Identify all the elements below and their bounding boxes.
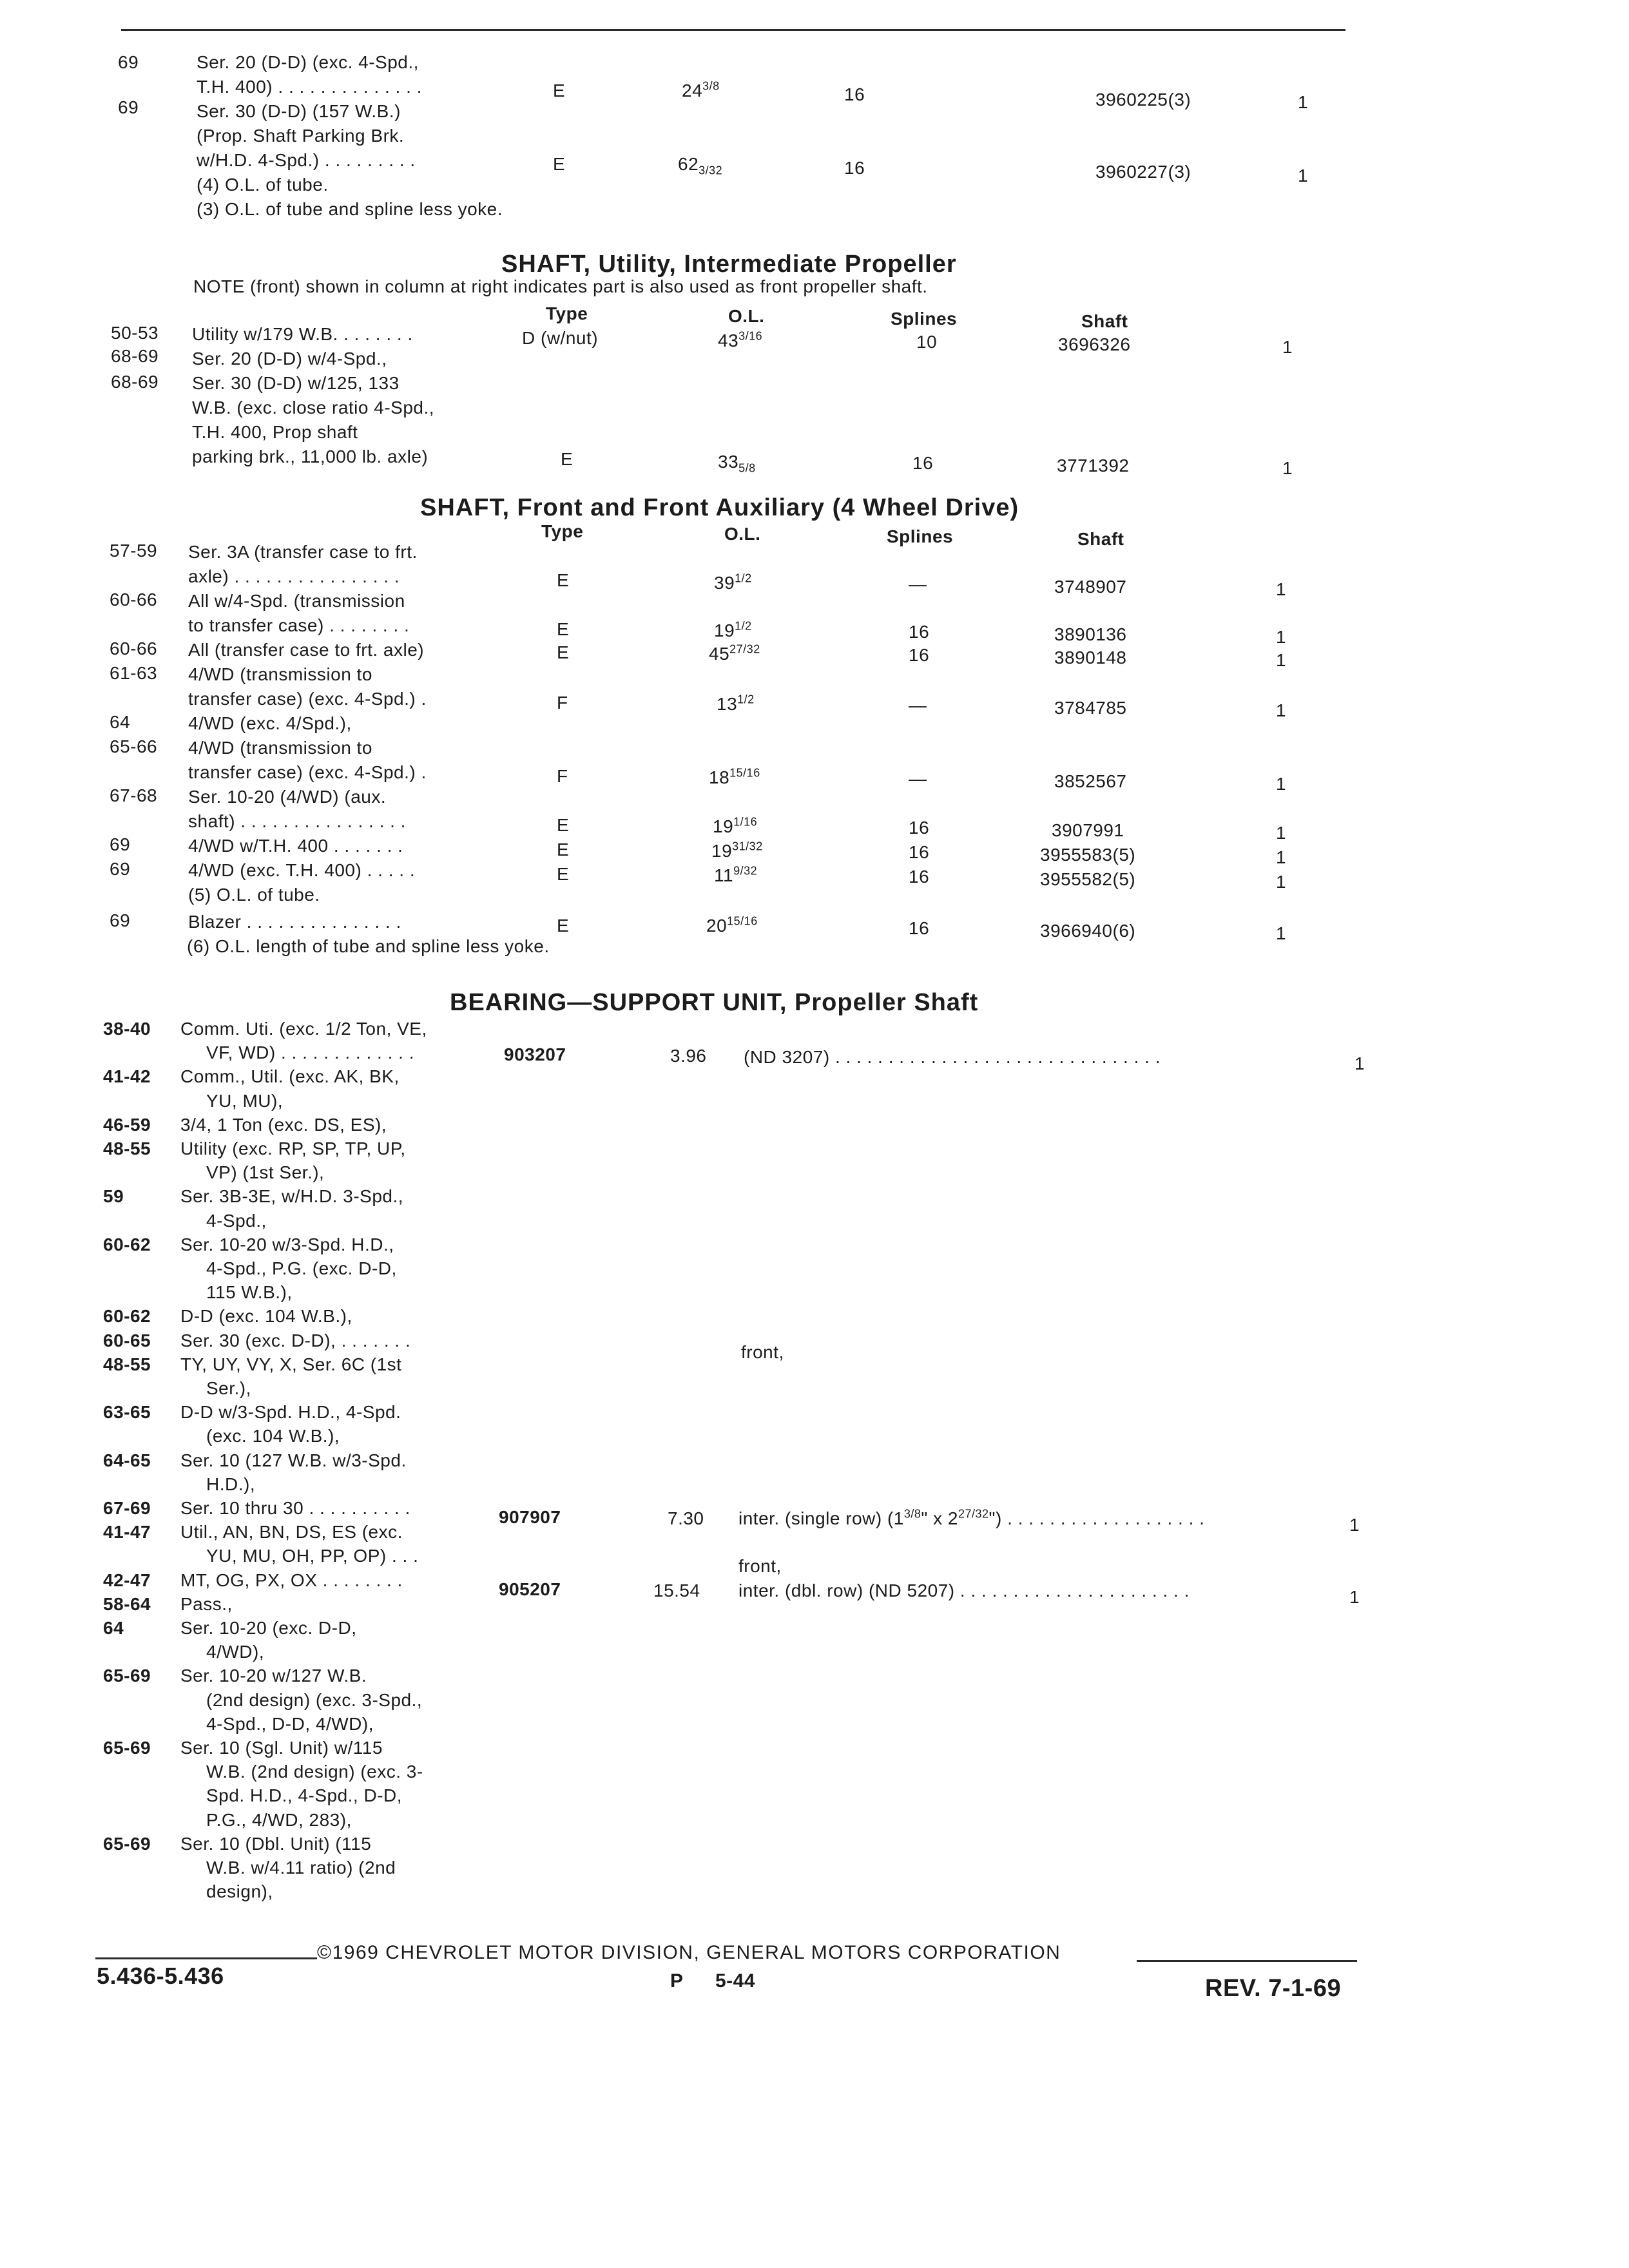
year: 60-62 bbox=[103, 1306, 151, 1327]
overall-length: $39^{1/2}$ bbox=[714, 572, 752, 593]
description: 4/WD (transmission to bbox=[188, 664, 372, 684]
overall-length: $19^{1/16}$ bbox=[713, 815, 758, 836]
footnote: (4) O.L. of tube. bbox=[197, 175, 329, 195]
column-header-splines: Splines bbox=[891, 309, 958, 329]
year: 50-53 bbox=[111, 323, 159, 343]
application-description: VF, WD) . . . . . . . . . . . . . bbox=[206, 1043, 414, 1063]
shaft-part-number: 3955583(5) bbox=[1040, 845, 1136, 865]
section-heading: SHAFT, Front and Front Auxiliary (4 Wheel Drive) bbox=[420, 494, 1019, 521]
application-description: (2nd design) (exc. 3-Spd., bbox=[206, 1689, 423, 1710]
type: E bbox=[553, 154, 566, 174]
column-header-splines: Splines bbox=[887, 526, 954, 546]
quantity: 1 bbox=[1276, 847, 1287, 867]
shaft-part-number: 3966940(6) bbox=[1040, 921, 1136, 941]
footer-rule-right bbox=[1137, 1960, 1357, 1962]
shaft-part-number: 3960227(3) bbox=[1095, 162, 1191, 182]
description: T.H. 400, Prop shaft bbox=[192, 422, 358, 442]
application-description: Spd. H.D., 4-Spd., D-D, bbox=[206, 1785, 403, 1806]
part-description: inter. (single row) ($1^{3/8}$" x $2^{27/32}$") . . . . . . . . . . . . . . . . . . . bbox=[738, 1507, 1205, 1528]
application-description: D-D (exc. 104 W.B.), bbox=[180, 1306, 352, 1327]
overall-length: $11^{9/32}$ bbox=[714, 864, 758, 885]
application-description: 4-Spd., P.G. (exc. D-D, bbox=[206, 1258, 397, 1278]
application-description: Comm., Util. (exc. AK, BK, bbox=[180, 1066, 400, 1087]
note: NOTE (front) shown in column at right indicates part is also used as front propeller shaft. bbox=[193, 276, 928, 296]
description: w/H.D. 4-Spd.) . . . . . . . . . bbox=[197, 150, 416, 170]
quantity: 1 bbox=[1282, 458, 1293, 478]
application-description: Ser. 10-20 w/3-Spd. H.D., bbox=[180, 1234, 394, 1254]
shaft-part-number: 3748907 bbox=[1054, 577, 1127, 597]
type: F bbox=[557, 693, 568, 713]
description: 4/WD (exc. T.H. 400) . . . . . bbox=[188, 860, 416, 880]
quantity: 1 bbox=[1276, 823, 1287, 843]
application-description: Ser.), bbox=[206, 1378, 251, 1398]
year: 46-59 bbox=[103, 1114, 151, 1135]
application-description: Ser. 10 (Dbl. Unit) (115 bbox=[180, 1833, 372, 1854]
year: 42-47 bbox=[103, 1570, 151, 1590]
shaft-part-number: 3852567 bbox=[1054, 771, 1127, 791]
application-description: W.B. (2nd design) (exc. 3- bbox=[206, 1762, 423, 1782]
year: 60-65 bbox=[103, 1330, 151, 1350]
overall-length: $24^{3/8}$ bbox=[682, 79, 720, 101]
type: E bbox=[557, 619, 570, 639]
year: 69 bbox=[110, 834, 131, 854]
splines: 16 bbox=[909, 842, 930, 862]
splines: 10 bbox=[916, 332, 938, 352]
year: 65-66 bbox=[110, 736, 158, 756]
front-usage-note: front, bbox=[741, 1342, 784, 1362]
shaft-part-number: 3955582(5) bbox=[1040, 869, 1136, 889]
splines: 16 bbox=[912, 453, 934, 473]
description: to transfer case) . . . . . . . . bbox=[188, 615, 410, 635]
splines: — bbox=[909, 769, 927, 789]
part-description: (ND 3207) . . . . . . . . . . . . . . . . . . . . . . . . . . . . . . . bbox=[744, 1047, 1161, 1067]
overall-length: $45^{27/32}$ bbox=[709, 642, 760, 664]
description: All w/4-Spd. (transmission bbox=[188, 591, 405, 611]
application-description: 4/WD), bbox=[206, 1642, 265, 1662]
price: 3.96 bbox=[670, 1046, 707, 1066]
year: 59 bbox=[103, 1186, 124, 1207]
description: axle) . . . . . . . . . . . . . . . . bbox=[188, 566, 400, 586]
overall-length: $43^{3/16}$ bbox=[718, 329, 763, 351]
type: E bbox=[561, 449, 574, 469]
top-rule bbox=[121, 29, 1345, 31]
description: Ser. 3A (transfer case to frt. bbox=[188, 542, 418, 562]
application-description: MT, OG, PX, OX . . . . . . . . bbox=[180, 1570, 403, 1590]
description: W.B. (exc. close ratio 4-Spd., bbox=[192, 398, 435, 418]
description: shaft) . . . . . . . . . . . . . . . . bbox=[188, 811, 406, 831]
splines: 16 bbox=[909, 918, 930, 938]
type: E bbox=[557, 570, 570, 590]
quantity: 1 bbox=[1349, 1587, 1360, 1607]
column-header-ol: O.L. bbox=[724, 524, 761, 544]
description: transfer case) (exc. 4-Spd.) . bbox=[188, 689, 427, 709]
year: 64-65 bbox=[103, 1450, 151, 1470]
shaft-part-number: 3890148 bbox=[1054, 648, 1127, 668]
year: 61-63 bbox=[110, 663, 158, 683]
application-description: YU, MU), bbox=[206, 1090, 284, 1111]
front-usage-note: front, bbox=[738, 1556, 782, 1576]
quantity: 1 bbox=[1298, 92, 1309, 112]
overall-length: $33_{5/8}$ bbox=[718, 452, 756, 475]
year: 60-66 bbox=[110, 590, 158, 610]
year: 68-69 bbox=[111, 346, 159, 366]
year: 60-66 bbox=[110, 639, 158, 658]
application-description: TY, UY, VY, X, Ser. 6C (1st bbox=[180, 1354, 402, 1374]
year: 64 bbox=[110, 712, 131, 732]
application-description: Ser. 10-20 w/127 W.B. bbox=[180, 1666, 367, 1686]
year: 67-69 bbox=[103, 1498, 151, 1518]
splines: 16 bbox=[909, 818, 930, 838]
splines: — bbox=[909, 695, 927, 715]
year: 67-68 bbox=[110, 785, 158, 805]
description: 4/WD w/T.H. 400 . . . . . . . bbox=[188, 836, 403, 856]
shaft-part-number: 3696326 bbox=[1058, 334, 1131, 354]
year: 69 bbox=[110, 859, 131, 879]
section-heading: BEARING—SUPPORT UNIT, Propeller Shaft bbox=[450, 989, 979, 1016]
type: E bbox=[557, 815, 570, 835]
shaft-part-number: 3771392 bbox=[1057, 456, 1130, 476]
overall-length: $62_{3/32}$ bbox=[678, 154, 723, 177]
quantity: 1 bbox=[1354, 1053, 1365, 1073]
footnote: (5) O.L. of tube. bbox=[188, 885, 320, 905]
footnote: (6) O.L. length of tube and spline less yoke. bbox=[187, 936, 550, 956]
application-description: design), bbox=[206, 1881, 273, 1902]
description: Ser. 20 (D-D) w/4-Spd., bbox=[192, 349, 387, 369]
footer-rule-left bbox=[95, 1957, 317, 1959]
description: Ser. 30 (D-D) w/125, 133 bbox=[192, 373, 400, 393]
catalog-code: 5.436-5.436 bbox=[97, 1963, 224, 1989]
quantity: 1 bbox=[1298, 166, 1309, 186]
description: 4/WD (exc. 4/Spd.), bbox=[188, 713, 352, 733]
year: 64 bbox=[103, 1618, 124, 1638]
type: F bbox=[557, 766, 568, 786]
part-description: inter. (dbl. row) (ND 5207) . . . . . . . . . . . . . . . . . . . . . . bbox=[738, 1581, 1190, 1600]
overall-length: $13^{1/2}$ bbox=[717, 693, 755, 714]
year: 38-40 bbox=[103, 1019, 151, 1039]
shaft-part-number: 3890136 bbox=[1054, 624, 1127, 644]
description: All (transfer case to frt. axle) bbox=[188, 640, 425, 660]
year: 48-55 bbox=[103, 1139, 151, 1158]
application-description: Util., AN, BN, DS, ES (exc. bbox=[180, 1522, 403, 1542]
year: 60-62 bbox=[103, 1234, 151, 1254]
application-description: 3/4, 1 Ton (exc. DS, ES), bbox=[180, 1114, 387, 1135]
year: 69 bbox=[110, 910, 131, 930]
year: 41-42 bbox=[103, 1066, 151, 1087]
application-description: W.B. w/4.11 ratio) (2nd bbox=[206, 1858, 396, 1878]
price: 7.30 bbox=[668, 1508, 704, 1528]
type: E bbox=[553, 81, 566, 101]
application-description: YU, MU, OH, PP, OP) . . . bbox=[206, 1546, 419, 1566]
year: 65-69 bbox=[103, 1738, 151, 1758]
application-description: Pass., bbox=[180, 1593, 233, 1614]
application-description: Ser. 10-20 (exc. D-D, bbox=[180, 1618, 357, 1638]
splines: 16 bbox=[909, 867, 930, 887]
page-letter: P bbox=[670, 1970, 684, 1992]
column-header-shaft: Shaft bbox=[1077, 529, 1124, 549]
splines: 16 bbox=[844, 158, 865, 178]
revision-date: REV. 7-1-69 bbox=[1205, 1975, 1342, 2002]
part-number: 907907 bbox=[499, 1507, 561, 1527]
overall-length: $18^{15/16}$ bbox=[709, 766, 760, 787]
description: Utility w/179 W.B. . . . . . . . bbox=[192, 324, 413, 344]
application-description: Ser. 3B-3E, w/H.D. 3-Spd., bbox=[180, 1186, 404, 1207]
shaft-part-number: 3784785 bbox=[1054, 698, 1127, 718]
description: parking brk., 11,000 lb. axle) bbox=[192, 447, 429, 466]
application-description: Utility (exc. RP, SP, TP, UP, bbox=[180, 1139, 406, 1158]
shaft-part-number: 3960225(3) bbox=[1095, 90, 1191, 110]
application-description: Comm. Uti. (exc. 1/2 Ton, VE, bbox=[180, 1019, 427, 1039]
application-description: D-D w/3-Spd. H.D., 4-Spd. bbox=[180, 1402, 401, 1423]
quantity: 1 bbox=[1349, 1515, 1360, 1535]
type: E bbox=[557, 916, 570, 936]
quantity: 1 bbox=[1276, 774, 1287, 794]
type: E bbox=[557, 642, 570, 662]
application-description: (exc. 104 W.B.), bbox=[206, 1426, 340, 1446]
year: 58-64 bbox=[103, 1593, 151, 1614]
quantity: 1 bbox=[1276, 923, 1287, 943]
application-description: Ser. 10 thru 30 . . . . . . . . . . bbox=[180, 1498, 410, 1518]
description: (Prop. Shaft Parking Brk. bbox=[197, 126, 405, 146]
year: 69 bbox=[118, 97, 139, 117]
splines: 16 bbox=[909, 622, 930, 642]
quantity: 1 bbox=[1282, 337, 1293, 357]
part-number: 905207 bbox=[499, 1579, 561, 1599]
year: 63-65 bbox=[103, 1402, 151, 1423]
description: Blazer . . . . . . . . . . . . . . . bbox=[188, 912, 401, 932]
description: T.H. 400) . . . . . . . . . . . . . . bbox=[197, 77, 422, 97]
part-number: 903207 bbox=[504, 1044, 566, 1064]
column-header-type: Type bbox=[541, 521, 584, 541]
type: E bbox=[557, 840, 570, 860]
section-heading: SHAFT, Utility, Intermediate Propeller bbox=[501, 251, 957, 278]
quantity: 1 bbox=[1276, 700, 1287, 720]
column-header-shaft: Shaft bbox=[1081, 311, 1128, 331]
overall-length: $19^{1/2}$ bbox=[714, 619, 752, 640]
page-number: 5-44 bbox=[715, 1970, 756, 1992]
description: Ser. 20 (D-D) (exc. 4-Spd., bbox=[197, 52, 419, 72]
application-description: H.D.), bbox=[206, 1474, 256, 1494]
splines: 16 bbox=[909, 645, 930, 665]
year: 68-69 bbox=[111, 372, 159, 392]
year: 57-59 bbox=[110, 541, 158, 561]
quantity: 1 bbox=[1276, 872, 1287, 892]
quantity: 1 bbox=[1276, 627, 1287, 647]
description: transfer case) (exc. 4-Spd.) . bbox=[188, 762, 427, 782]
application-description: Ser. 10 (127 W.B. w/3-Spd. bbox=[180, 1450, 407, 1470]
description: Ser. 30 (D-D) (157 W.B.) bbox=[197, 101, 401, 121]
application-description: Ser. 10 (Sgl. Unit) w/115 bbox=[180, 1738, 383, 1758]
footnote: (3) O.L. of tube and spline less yoke. bbox=[197, 199, 503, 219]
shaft-part-number: 3907991 bbox=[1052, 820, 1124, 840]
application-description: 4-Spd., D-D, 4/WD), bbox=[206, 1713, 374, 1734]
application-description: 115 W.B.), bbox=[206, 1282, 293, 1303]
year: 48-55 bbox=[103, 1354, 151, 1374]
column-header-ol: O.L. bbox=[728, 306, 765, 326]
splines: 16 bbox=[844, 84, 865, 104]
year: 69 bbox=[118, 52, 139, 72]
quantity: 1 bbox=[1276, 650, 1287, 670]
overall-length: $19^{31/32}$ bbox=[711, 840, 763, 861]
type: D (w/nut) bbox=[522, 328, 599, 348]
application-description: VP) (1st Ser.), bbox=[206, 1162, 325, 1183]
quantity: 1 bbox=[1276, 579, 1287, 599]
year: 41-47 bbox=[103, 1522, 151, 1542]
column-header-type: Type bbox=[546, 303, 588, 323]
copyright: ©1969 CHEVROLET MOTOR DIVISION, GENERAL MOTORS CORPORATION bbox=[317, 1942, 1061, 1963]
price: 15.54 bbox=[653, 1581, 700, 1600]
application-description: P.G., 4/WD, 283), bbox=[206, 1809, 352, 1830]
year: 65-69 bbox=[103, 1666, 151, 1686]
year: 65-69 bbox=[103, 1833, 151, 1854]
type: E bbox=[557, 864, 570, 884]
description: Ser. 10-20 (4/WD) (aux. bbox=[188, 787, 387, 807]
overall-length: $20^{15/16}$ bbox=[706, 914, 758, 936]
application-description: Ser. 30 (exc. D-D), . . . . . . . bbox=[180, 1330, 411, 1350]
splines: — bbox=[909, 574, 927, 594]
description: 4/WD (transmission to bbox=[188, 738, 372, 758]
application-description: 4-Spd., bbox=[206, 1210, 267, 1231]
